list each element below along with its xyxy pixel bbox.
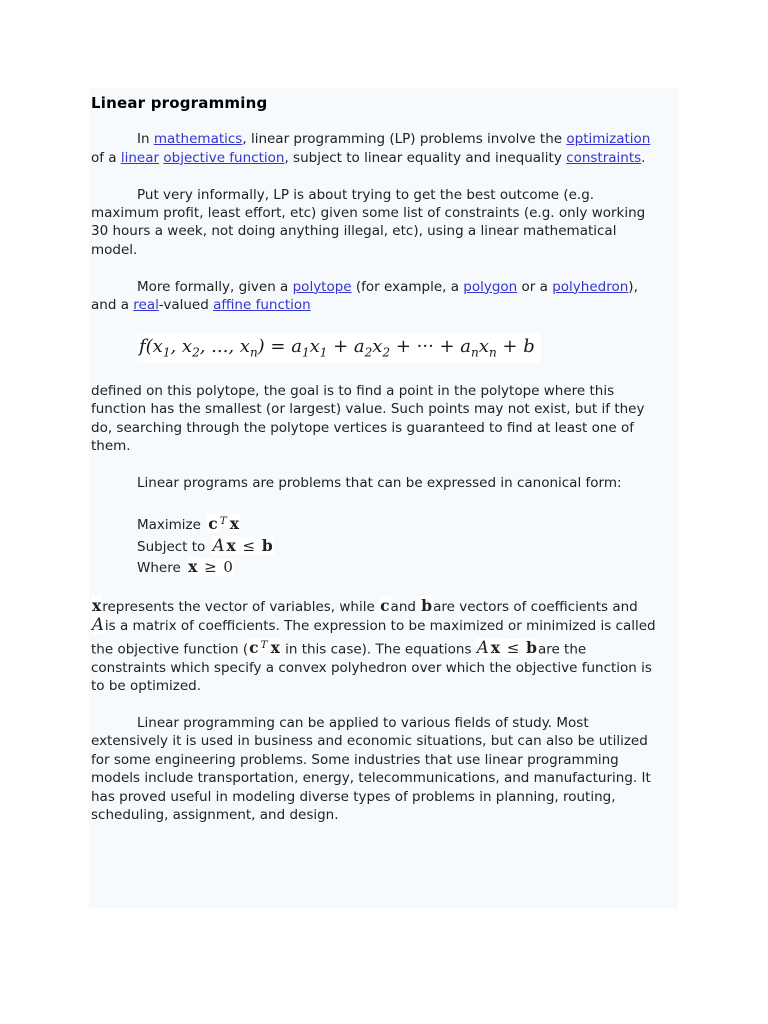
link-affine-function[interactable]: affine function [213, 297, 311, 314]
link-real[interactable]: real [133, 297, 159, 314]
formula-term: x [372, 335, 383, 357]
math-symbol: 0 [223, 558, 233, 577]
formula-term: x [309, 335, 320, 357]
link-objective-function[interactable]: objective function [163, 149, 285, 166]
text-run: are vectors of coefficients and [433, 599, 638, 615]
text-run: and [390, 599, 421, 615]
formula-subscript: n [249, 345, 258, 360]
math-superscript: T [219, 514, 227, 527]
math-symbol: ≥ [199, 558, 222, 577]
paragraph [91, 474, 664, 492]
canonical-line-label: Subject to [137, 538, 210, 555]
formula-term: + a [327, 335, 365, 357]
math-superscript: T [260, 638, 268, 651]
text-run: More formally, given a [137, 278, 293, 295]
paragraph [91, 597, 664, 696]
formula-subscript: 2 [192, 345, 200, 360]
math-symbol: ≤ [501, 639, 525, 658]
link-polytope[interactable]: polytope [292, 278, 352, 295]
math-symbol: x [490, 638, 500, 658]
text-run: ), and a [91, 278, 638, 314]
math-symbol: x [92, 596, 102, 615]
formula-term: + b [496, 335, 535, 357]
formula-subscript: 1 [301, 345, 310, 360]
canonical-form-line [137, 511, 664, 536]
text-run: Linear programs are problems that can be expressed in canonical form: [137, 474, 622, 491]
formula-subscript: 1 [319, 345, 328, 360]
math-symbol: c [249, 638, 259, 658]
formula-term: , ..., x [199, 335, 250, 357]
document-sheet [89, 88, 678, 908]
canonical-form-line [137, 557, 664, 579]
affine-function-formula [137, 333, 541, 364]
link-linear[interactable]: linear [120, 149, 160, 166]
math-symbol: c [380, 596, 390, 615]
formula-term: , x [170, 335, 193, 357]
text-run: defined on this polytope, the goal is to find a point in the polytope where this function has the smallest (or largest) value. Such points may not exist, but if they do, searching through the polytope vertices is guaranteed to find at least one of them. [91, 382, 645, 455]
formula-row [91, 333, 664, 364]
math-symbol: b [421, 596, 433, 615]
math-symbol: x [188, 557, 198, 577]
document-body [91, 130, 664, 824]
text-run: (for example, a [351, 278, 464, 295]
canonical-line-label: Where [137, 560, 186, 577]
canonical-line-label: Maximize [137, 517, 206, 534]
math-symbol: A [476, 638, 489, 658]
text-run: . [641, 149, 646, 166]
paragraph [91, 278, 664, 315]
text-run: Linear programming can be applied to various fields of study. Most extensively it is used in business and economic situations, but can also be utilized for some engineering problems. Some industries that use linear programming models include transportation, energy, telecommunications, and manufacturing. It has proved useful in modeling diverse types of problems in planning, routing, scheduling, assignment, and design. [91, 714, 651, 823]
link-polyhedron[interactable]: polyhedron [552, 278, 629, 295]
link-optimization[interactable]: optimization [566, 131, 651, 148]
formula-subscript: 2 [364, 345, 373, 360]
paragraph [91, 186, 664, 260]
text-run: represents the vector of variables, while [102, 599, 380, 615]
math-symbol: A [212, 535, 225, 555]
math-symbol: b [526, 638, 537, 658]
formula-term: + ··· + a [390, 335, 472, 357]
text-run: is a matrix of coefficients. The expression to be maximized or minimized is called the objective function ( [91, 618, 656, 658]
formula-subscript: n [488, 345, 497, 360]
link-polygon[interactable]: polygon [463, 278, 518, 295]
math-symbol: b [261, 535, 273, 555]
formula-subscript: 2 [382, 345, 391, 360]
text-run: In [137, 131, 154, 148]
text-run: -valued [158, 297, 214, 314]
math-symbol: ≤ [237, 536, 260, 555]
text-run: , subject to linear equality and inequality [284, 149, 567, 166]
math-symbol: x [226, 535, 236, 555]
text-run: of a [91, 149, 121, 166]
formula-term: f(x [139, 335, 163, 357]
formula-term: ) = a [257, 335, 302, 357]
text-run: or a [517, 278, 553, 295]
formula-subscript: n [471, 345, 479, 360]
formula-subscript: 1 [162, 345, 171, 360]
math-symbol: x [270, 638, 280, 658]
text-run: , linear programming (LP) problems involve the [242, 131, 567, 148]
text-run: are the constraints which specify a convex polyhedron over which the objective function is to be optimized. [91, 641, 652, 695]
text-run: Put very informally, LP is about trying to get the best outcome (e.g. maximum profit, least effort, etc) given some list of constraints (e.g. only working 30 hours a week, not doing anything illegal, etc), using a linear mathematical model. [91, 186, 646, 258]
canonical-form-line [137, 536, 664, 558]
paragraph [91, 382, 664, 456]
canonical-form-block [137, 511, 664, 579]
page-title: Linear programming [91, 94, 268, 112]
formula-term: x [478, 335, 489, 357]
math-symbol: x [229, 514, 239, 534]
math-symbol: c [208, 514, 218, 534]
text-run: in this case). The equations [280, 641, 476, 658]
math-symbol: A [92, 615, 104, 635]
link-mathematics[interactable]: mathematics [153, 131, 243, 148]
paragraph [91, 130, 664, 167]
link-constraints[interactable]: constraints [566, 149, 642, 166]
paragraph [91, 714, 664, 824]
